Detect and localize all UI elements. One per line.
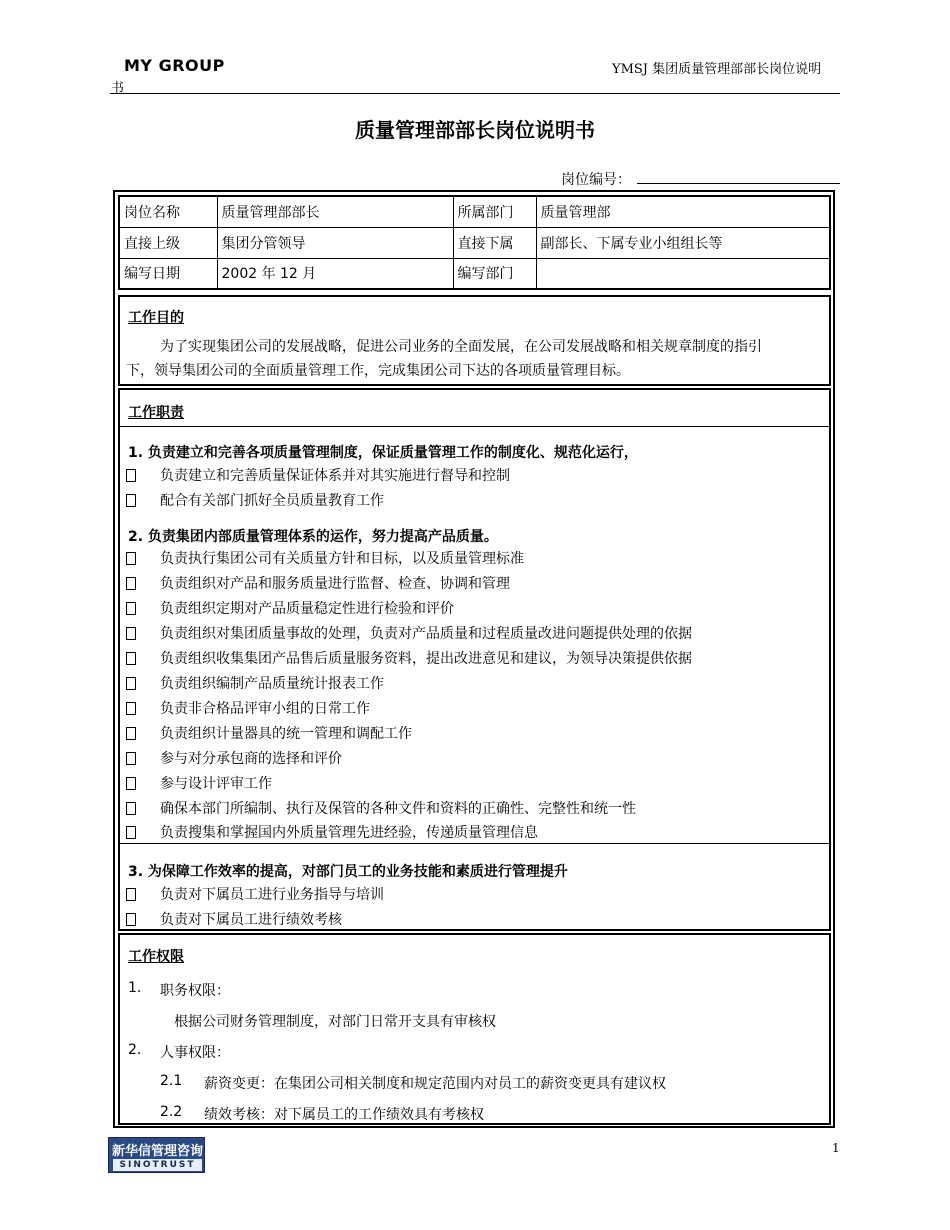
position-no-label: 岗位编号：: [561, 172, 631, 188]
bullet-icon: [126, 627, 136, 640]
bullet-icon: [126, 888, 136, 901]
authority-section: [118, 933, 831, 1125]
list-item: [126, 822, 538, 842]
authority-sub-2-text: 绩效考核：对下属员工的工作绩效具有考核权: [204, 1107, 484, 1123]
list-item-text: 负责组织定期对产品质量稳定性进行检验和评价: [160, 601, 454, 617]
list-item-text: 负责组织编制产品质量统计报表工作: [160, 676, 384, 692]
list-item: [126, 909, 342, 929]
list-item-text: 负责组织计量器具的统一管理和调配工作: [160, 726, 412, 742]
authority-item-1-label: 职务权限：: [160, 983, 230, 999]
bullet-icon: [126, 802, 136, 815]
authority-item-2-num: 2.: [128, 1042, 142, 1058]
bullet-icon: [126, 494, 136, 507]
bullet-icon: [126, 577, 136, 590]
header-doc-ref-wrap: 书: [111, 81, 125, 96]
authority-sub-1-text: 薪资变更：在集团公司相关制度和规定范围内对员工的薪资变更具有建议权: [204, 1076, 666, 1092]
table-row: [119, 227, 830, 258]
list-item: [126, 623, 692, 643]
list-item: [126, 698, 370, 718]
table-cell: 编写日期: [119, 258, 217, 289]
list-item-text: 配合有关部门抓好全员质量教育工作: [160, 493, 384, 509]
list-item-text: 参与设计评审工作: [160, 776, 272, 792]
bullet-icon: [126, 777, 136, 790]
page-title: 质量管理部部长岗位说明书: [355, 118, 595, 142]
bullet-icon: [126, 677, 136, 690]
company-logo: [108, 1137, 205, 1173]
purpose-line-2: 下，领导集团公司的全面质量管理工作，完成集团公司下达的各项质量管理目标。: [126, 363, 630, 379]
list-item: [126, 773, 272, 793]
table-cell: [536, 258, 830, 289]
authority-sub-1-num: 2.1: [160, 1073, 183, 1089]
table-cell: 质量管理部部长: [217, 196, 453, 227]
list-item-text: 确保本部门所编制、执行及保管的各种文件和资料的正确性、完整性和统一性: [160, 801, 636, 817]
authority-item-1-text: 根据公司财务管理制度，对部门日常开支具有审核权: [174, 1014, 496, 1030]
list-item-text: 负责非合格品评审小组的日常工作: [160, 701, 370, 717]
position-no-field: [637, 183, 840, 184]
list-item: [126, 723, 412, 743]
table-cell: 编写部门: [453, 258, 536, 289]
bullet-icon: [126, 602, 136, 615]
list-item: [126, 673, 384, 693]
list-item-text: 负责组织收集集团产品售后质量服务资料，提出改进意见和建议，为领导决策提供依据: [160, 651, 692, 667]
list-item: [126, 490, 384, 510]
bullet-icon: [126, 826, 136, 839]
duties-section: [118, 388, 831, 931]
purpose-title: 工作目的: [128, 310, 184, 326]
duty-heading-3: 3. 为保障工作效率的提高，对部门员工的业务技能和素质进行管理提升: [128, 864, 568, 880]
bullet-icon: [126, 552, 136, 565]
list-item-text: 负责对下属员工进行绩效考核: [160, 912, 342, 928]
list-item-text: 参与对分承包商的选择和评价: [160, 751, 342, 767]
bullet-icon: [126, 652, 136, 665]
table-cell: 2002 年 12 月: [217, 258, 453, 289]
logo-en-text: SINOTRUST: [113, 1159, 202, 1171]
list-item-text: 负责建立和完善质量保证体系并对其实施进行督导和控制: [160, 468, 510, 484]
table-cell: 副部长、下属专业小组组长等: [536, 227, 830, 258]
list-item: [126, 465, 510, 485]
list-item: [126, 598, 454, 618]
table-cell: 岗位名称: [119, 196, 217, 227]
duties-title: 工作职责: [128, 405, 184, 421]
logo-cn-text: 新华信管理咨询: [111, 1144, 203, 1159]
list-item: [126, 648, 692, 668]
header-company: MY GROUP: [124, 56, 225, 75]
list-item: [126, 548, 524, 568]
authority-sub-2-num: 2.2: [160, 1104, 183, 1120]
divider: [120, 426, 829, 427]
bullet-icon: [126, 469, 136, 482]
table-row: [119, 258, 830, 289]
authority-item-2-label: 人事权限：: [160, 1045, 230, 1061]
duty-heading-2: 2. 负责集团内部质量管理体系的运作，努力提高产品质量。: [128, 529, 498, 545]
purpose-section: [118, 295, 831, 386]
purpose-line-1: 为了实现集团公司的发展战略，促进公司业务的全面发展，在公司发展战略和相关规章制度的指引: [160, 339, 762, 355]
list-item-text: 负责搜集和掌握国内外质量管理先进经验，传递质量管理信息: [160, 825, 538, 841]
bullet-icon: [126, 913, 136, 926]
table-cell: 所属部门: [453, 196, 536, 227]
table-cell: 质量管理部: [536, 196, 830, 227]
header-doc-ref: YMSJ 集团质量管理部部长岗位说明: [612, 62, 822, 77]
duty-heading-1: 1. 负责建立和完善各项质量管理制度，保证质量管理工作的制度化、规范化运行，: [128, 445, 638, 461]
list-item-text: 负责执行集团公司有关质量方针和目标，以及质量管理标准: [160, 551, 524, 567]
bullet-icon: [126, 752, 136, 765]
header-rule: [110, 93, 840, 94]
table-cell: 集团分管领导: [217, 227, 453, 258]
list-item-text: 负责组织对产品和服务质量进行监督、检查、协调和管理: [160, 576, 510, 592]
list-item-text: 负责对下属员工进行业务指导与培训: [160, 887, 384, 903]
list-item: [126, 573, 510, 593]
divider: [120, 843, 829, 844]
authority-title: 工作权限: [128, 949, 184, 965]
page-number: 1: [832, 1141, 840, 1155]
table-cell: 直接下属: [453, 227, 536, 258]
bullet-icon: [126, 702, 136, 715]
authority-item-1-num: 1.: [128, 980, 142, 996]
list-item: [126, 884, 384, 904]
table-row: [119, 196, 830, 227]
list-item: [126, 748, 342, 768]
list-item-text: 负责组织对集团质量事故的处理，负责对产品质量和过程质量改进问题提供处理的依据: [160, 626, 692, 642]
table-cell: 直接上级: [119, 227, 217, 258]
bullet-icon: [126, 727, 136, 740]
list-item: [126, 798, 636, 818]
info-table: [118, 195, 831, 290]
